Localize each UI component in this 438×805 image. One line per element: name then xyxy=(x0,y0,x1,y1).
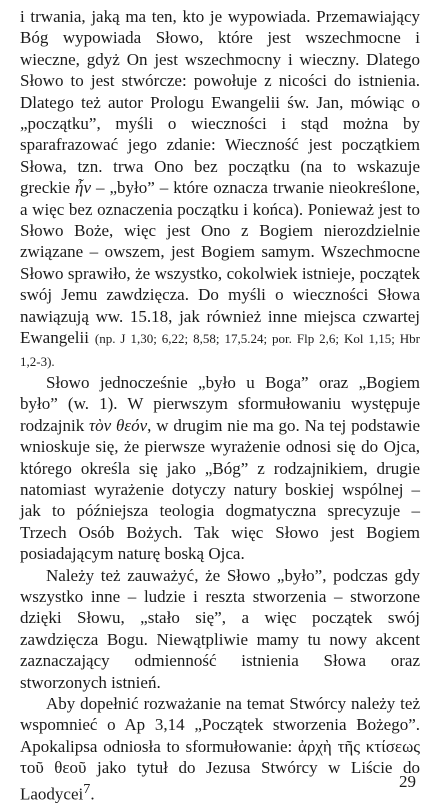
p1-text-1: i trwania, jaką ma ten, kto je wypowiada. Przemawiający Bóg wypowiada Słowo, które jest wszechmocne i wieczne, gdyż On jest wszechmocny i wieczny. Dlatego Słowo to jest stwórcze: powołuje z nicości do istnienia. Dlatego też autor Prologu Ewangelii św. Jan, mówiąc o „początku”, myśli o wieczności i stąd można by sparafrazować jego zdanie: Wieczność jest początkiem Słowa, tzn. trwa Ono bez początku (na to wskazuje greckie xyxy=(20,7,420,198)
p4-greek-arche: ἀρχὴ τῆς κτίσεως τοῦ θεοῦ xyxy=(20,736,420,778)
page-number: 29 xyxy=(399,772,416,791)
page-body xyxy=(20,6,420,805)
p2-text-1: Słowo jednocześnie „było u Boga” oraz „Bogiem było” (w. 1). W pierwszym sformułowaniu występuje rodzajnik xyxy=(20,372,420,435)
footnote-marker-7[interactable]: 7 xyxy=(83,780,91,797)
paragraph-4 xyxy=(20,693,420,805)
p1-text-2: – „było” – które oznacza trwanie nieokreślone, a więc bez oznaczenia początku i końca). Ponieważ jest to Słowo Boże, więc jest Ono z Bogiem nierozdzielnie związane – owszem, jest Bogiem samym. Wszechmocne Słowo sprawiło, że wszystko, cokolwiek istnieje, początek swój Jemu zawdzięcza. Do myśli o wieczności Słowa nawiązują ww. 15.18, jak również inne miejsca czwartej Ewangelii xyxy=(20,178,420,348)
p2-greek-ton-theon: τὸν θεόν xyxy=(89,415,148,435)
p4-text-1: Aby dopełnić rozważanie na temat Stwórcy należy też wspomnieć o Ap 3,14 „Początek stworzenia Bożego”. Apokalipsa odniosła to sformułowanie: xyxy=(20,694,420,756)
paragraph-3 xyxy=(20,565,420,693)
p4-text-3: . xyxy=(90,784,95,804)
paragraph-1 xyxy=(20,6,420,372)
p1-greek-en: ἦν xyxy=(75,178,91,198)
p3-text: Należy też zauważyć, że Słowo „było”, podczas gdy wszystko inne – ludzie i reszta stworzenia – stworzone dzięki Słowu, „stało się”, a więc początek swój zawdzięcza Bogu. Niewątpliwie mamy tu nowy akcent zaznaczający odmienność istnienia Słowa oraz stworzonych istnień. xyxy=(20,565,420,692)
paragraph-2 xyxy=(20,372,420,565)
p4-text-2: jako tytuł do Jezusa Stwórcy w Liście do Laodycei xyxy=(20,758,421,804)
p2-text-2: , w drugim nie ma go. Na tej podstawie wnioskuje się, że pierwsze wyrażenie odnosi się do Ojca, którego określa się jako „Bóg” z rodzajnikiem, drugie natomiast wyrażenie dotyczy natury boskiej wspólnej – jak to późniejsza teologia dogmatyczna sprecyzuje – Trzech Osób Bożych. Tak więc Słowo jest Bogiem posiadającym naturę boską Ojca. xyxy=(20,415,421,564)
p1-references: (np. J 1,30; 6,22; 8,58; 17,5.24; por. Flp 2,6; Kol 1,15; Hbr 1,2-3). xyxy=(20,331,420,369)
